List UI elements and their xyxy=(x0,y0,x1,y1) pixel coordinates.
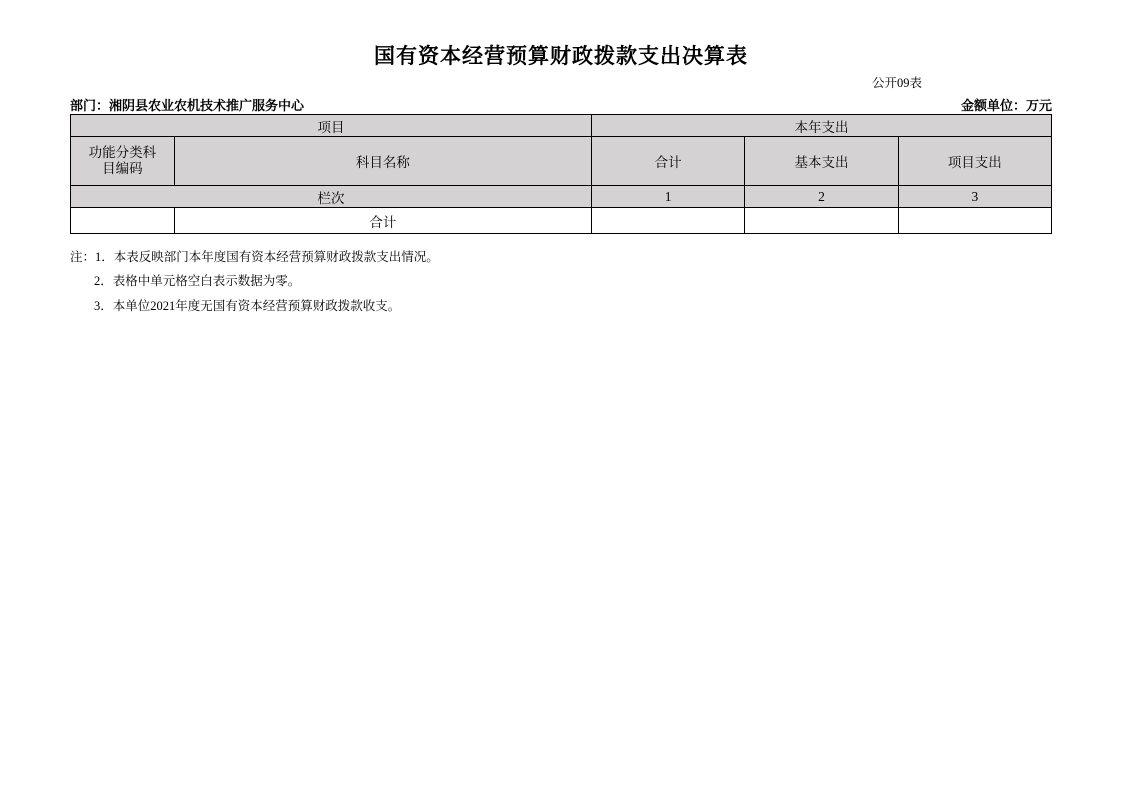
cell-project-expenditure xyxy=(898,208,1051,234)
form-number: 公开09表 xyxy=(871,76,922,90)
cell-total xyxy=(592,208,745,234)
column-index-row xyxy=(71,186,1052,208)
header-function-code-line2: 目编码 xyxy=(102,161,143,176)
note-item-2: 2．表格中单元格空白表示数据为零。 xyxy=(94,274,301,289)
header-subject-name: 科目名称 xyxy=(174,137,591,186)
notes-section xyxy=(70,249,1052,322)
page-title: 国有资本经营预算财政拨款支出决算表 xyxy=(374,44,748,68)
table-header-group-row xyxy=(71,115,1052,137)
note-text-1: 1．本表反映部门本年度国有资本经营预算财政拨款支出情况。 xyxy=(95,250,439,264)
header-current-year-group: 本年支出 xyxy=(592,115,1052,137)
table-header-row xyxy=(71,137,1052,186)
header-function-code xyxy=(71,137,175,186)
header-total: 合计 xyxy=(592,137,745,186)
column-index-2: 2 xyxy=(745,186,898,208)
header-basic-expenditure: 基本支出 xyxy=(745,137,898,186)
header-project-expenditure: 项目支出 xyxy=(898,137,1051,186)
table-row xyxy=(71,208,1052,234)
header-item-group: 项目 xyxy=(71,115,592,137)
column-index-3: 3 xyxy=(898,186,1051,208)
column-index-label: 栏次 xyxy=(71,186,592,208)
cell-function-code xyxy=(71,208,175,234)
note-item-1 xyxy=(70,249,1052,265)
amount-unit-label: 金额单位：万元 xyxy=(960,98,1052,113)
note-item-3: 3．本单位2021年度无国有资本经营预算财政拨款收支。 xyxy=(94,298,401,313)
column-index-1: 1 xyxy=(592,186,745,208)
cell-subject-name: 合计 xyxy=(174,208,591,234)
notes-label: 注： xyxy=(70,250,96,264)
department-label: 部门：湘阴县农业农机技术推广服务中心 xyxy=(70,98,305,113)
meta-row xyxy=(70,95,1052,113)
cell-basic-expenditure xyxy=(745,208,898,234)
header-function-code-line1: 功能分类科 xyxy=(88,145,157,161)
budget-table xyxy=(70,114,1052,234)
